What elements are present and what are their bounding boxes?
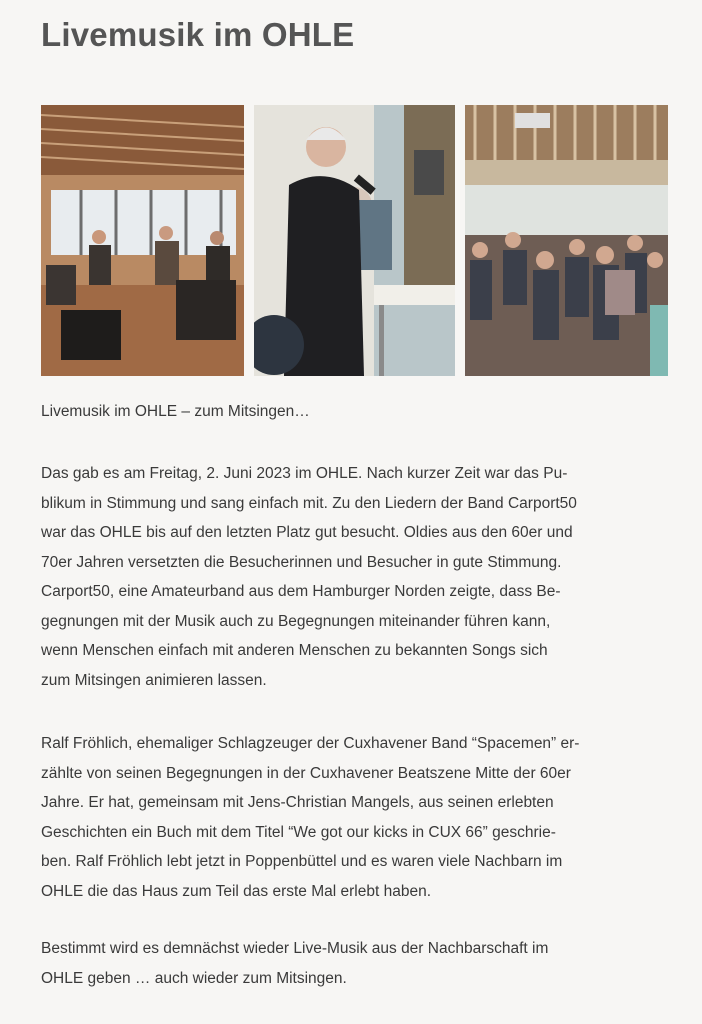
- text-line: zum Mitsingen animieren lassen.: [41, 671, 267, 689]
- band-performance-photo: [41, 105, 244, 376]
- article-title: Livemusik im OHLE: [41, 16, 355, 53]
- paragraph-outlook: [41, 934, 671, 993]
- text-line: gegnungen mit der Musik auch zu Begegnungen miteinander führen kann,: [41, 612, 551, 630]
- text-line: Geschichten ein Buch mit dem Titel “We got our kicks in CUX 66” geschrie-: [41, 823, 556, 841]
- speaker-with-microphone-photo: [254, 105, 455, 376]
- text-line: blikum in Stimmung und sang einfach mit. Zu den Liedern der Band Carport50: [41, 494, 577, 512]
- text-line: Bestimmt wird es demnächst wieder Live-Musik aus der Nachbarschaft im: [41, 940, 549, 957]
- audience-photo: [465, 105, 668, 376]
- photo-caption: Livemusik im OHLE – zum Mitsingen…: [41, 403, 310, 420]
- text-line: Das gab es am Freitag, 2. Juni 2023 im OHLE. Nach kurzer Zeit war das Pu-: [41, 465, 568, 482]
- paragraph-event-report: [41, 459, 671, 695]
- text-line: Carport50, eine Amateurband aus dem Hamburger Norden zeigte, dass Be-: [41, 583, 561, 600]
- text-line: OHLE die das Haus zum Teil das erste Mal erlebt haben.: [41, 882, 431, 900]
- text-line: 70er Jahren versetzten die Besucherinnen und Besucher in gute Stimmung.: [41, 553, 562, 571]
- text-line: Jahre. Er hat, gemeinsam mit Jens-Christian Mangels, aus seinen erlebten: [41, 794, 554, 811]
- paragraph-ralf-froehlich: [41, 729, 671, 906]
- text-line: wenn Menschen einfach mit anderen Menschen zu bekannten Songs sich: [41, 642, 548, 659]
- text-line: Ralf Fröhlich, ehemaliger Schlagzeuger der Cuxhavener Band “Spacemen” er-: [41, 735, 580, 752]
- text-line: war das OHLE bis auf den letzten Platz gut besucht. Oldies aus den 60er und: [41, 524, 573, 541]
- text-line: ben. Ralf Fröhlich lebt jetzt in Poppenbüttel und es waren viele Nachbarn im: [41, 853, 563, 870]
- text-line: OHLE geben … auch wieder zum Mitsingen.: [41, 969, 347, 987]
- text-line: zählte von seinen Begegnungen in der Cuxhavener Beatszene Mitte der 60er: [41, 764, 571, 782]
